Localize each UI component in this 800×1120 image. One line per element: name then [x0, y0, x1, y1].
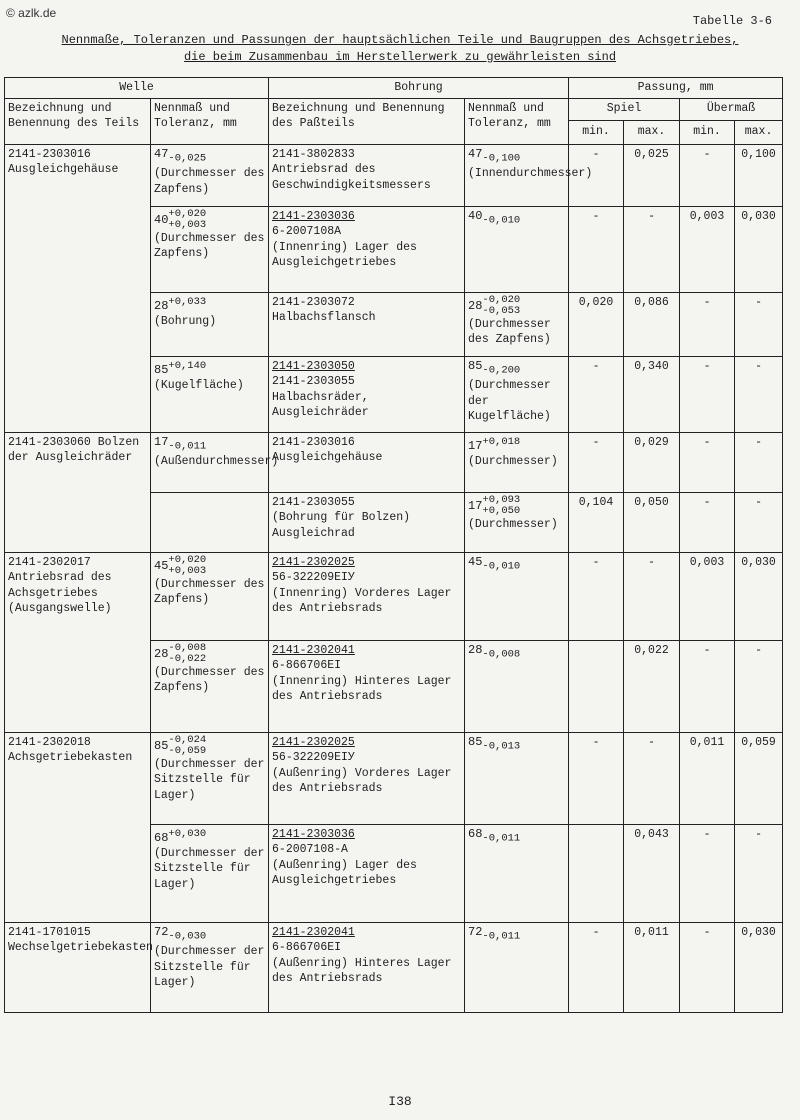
w-tolerance — [154, 147, 265, 167]
w-lower-deviation: -0,059 — [168, 744, 207, 757]
header-welle: Welle — [5, 78, 269, 99]
mating-part-description: Halbachsräder, Ausgleichräder — [272, 390, 369, 419]
w-tolerance — [154, 555, 265, 577]
mating-part-description: (Außenring) Lager des Ausgleichgetriebes — [272, 858, 417, 887]
table-row — [5, 432, 783, 492]
fit-u-max: - — [735, 356, 783, 432]
mating-part-cell — [269, 356, 465, 432]
b-nominal: 17 — [468, 498, 483, 513]
mating-part-description: (Außenring) Hinteres Lager des Antriebsrads — [272, 956, 452, 985]
w-tolerance-cell — [151, 144, 269, 206]
b-nominal: 28 — [468, 298, 483, 313]
fit-u-min: 0,003 — [680, 206, 735, 292]
w-tolerance — [154, 359, 265, 378]
b-tolerance — [468, 147, 565, 167]
fit-u-min: - — [680, 492, 735, 552]
mating-part-cell — [269, 640, 465, 732]
fit-s-max: - — [624, 206, 680, 292]
w-note: (Durchmesser der Sitzstelle für Lager) — [154, 846, 265, 891]
tolerance-table — [4, 77, 783, 1013]
w-tolerance — [154, 435, 265, 455]
fit-s-max: 0,050 — [624, 492, 680, 552]
mating-part-number: 2141-2303072 — [272, 295, 355, 309]
b-upper-deviation: +0,093 — [482, 493, 521, 506]
fit-u-min: - — [680, 922, 735, 1012]
fit-s-min: - — [569, 206, 624, 292]
fit-s-max: 0,340 — [624, 356, 680, 432]
w-upper-deviation: +0,020 — [168, 207, 207, 220]
part-cell — [5, 922, 151, 1012]
w-nominal: 68 — [154, 830, 169, 845]
b-upper-deviation: +0,018 — [482, 435, 521, 448]
b-tolerance — [468, 827, 565, 847]
fit-s-min: - — [569, 144, 624, 206]
b-nominal: 40 — [468, 208, 483, 223]
b-note: (Durchmesser) — [468, 517, 558, 531]
b-lower-deviation: -0,008 — [482, 647, 521, 660]
w-tolerance-cell — [151, 640, 269, 732]
w-lower-deviation: -0,030 — [168, 929, 207, 942]
w-upper-deviation: +0,020 — [168, 553, 207, 566]
header-uebermass-min: min. — [680, 120, 735, 144]
b-tolerance — [468, 359, 565, 379]
b-nominal: 72 — [468, 924, 483, 939]
b-tolerance — [468, 555, 565, 575]
w-note: (Kugelfläche) — [154, 378, 244, 392]
mating-part-number-2: 6-2007108A — [272, 225, 342, 238]
b-nominal: 47 — [468, 146, 483, 161]
w-nominal: 47 — [154, 146, 169, 161]
w-upper-deviation: +0,033 — [168, 295, 207, 308]
w-note: (Außendurchmesser) — [154, 455, 279, 469]
b-nominal: 68 — [468, 826, 483, 841]
w-tolerance-cell — [151, 824, 269, 922]
b-tolerance-cell — [465, 206, 569, 292]
b-deviation-stack — [482, 295, 520, 317]
b-tolerance-cell — [465, 640, 569, 732]
b-note: (Durchmesser des Zapfens) — [468, 317, 551, 346]
w-tolerance — [154, 295, 265, 314]
mating-part-number-2: 2141-2303055 — [272, 375, 355, 388]
b-tolerance — [468, 295, 565, 317]
b-lower-deviation: -0,011 — [482, 929, 521, 942]
b-tolerance — [468, 495, 565, 517]
fit-s-min: 0,020 — [569, 292, 624, 356]
mating-part-number: 2141-2303036 — [272, 209, 355, 223]
header-nenn-welle: Nennmaß und Toleranz, mm — [151, 98, 269, 144]
b-tolerance-cell — [465, 824, 569, 922]
mating-part-cell — [269, 824, 465, 922]
b-nominal: 28 — [468, 642, 483, 657]
header-uebermass-max: max. — [735, 120, 783, 144]
table-row — [5, 552, 783, 640]
header-spiel-max: max. — [624, 120, 680, 144]
mating-part-number-2: 6-866706EI — [272, 659, 342, 672]
fit-u-min: - — [680, 356, 735, 432]
part-cell — [5, 144, 151, 432]
mating-part-description: (Außenring) Vorderes Lager des Antriebsrads — [272, 766, 452, 795]
part-designation: 2141-1701015 Wechselgetriebekasten — [8, 925, 153, 954]
fit-s-min: - — [569, 922, 624, 1012]
fit-u-min: - — [680, 432, 735, 492]
fit-s-min — [569, 640, 624, 732]
fit-s-max: 0,086 — [624, 292, 680, 356]
b-tolerance — [468, 435, 565, 454]
header-spiel-min: min. — [569, 120, 624, 144]
mating-part-number-2: 56-322209EIУ — [272, 751, 355, 764]
fit-u-min: - — [680, 292, 735, 356]
header-uebermass: Übermaß — [680, 98, 783, 120]
b-nominal: 17 — [468, 438, 483, 453]
mating-part-number: 2141-2302041 — [272, 925, 355, 939]
mating-part-number: 2141-2302025 — [272, 555, 355, 569]
b-tolerance-cell — [465, 732, 569, 824]
mating-part-description: Antriebsrad des Geschwindigkeitsmessers — [272, 163, 431, 192]
mating-part-cell — [269, 552, 465, 640]
table-row — [5, 144, 783, 206]
b-note: (Durchmesser) — [468, 454, 558, 468]
header-row-2 — [5, 98, 783, 120]
fit-u-max: 0,030 — [735, 922, 783, 1012]
b-lower-deviation: -0,011 — [482, 831, 521, 844]
w-lower-deviation: +0,003 — [168, 564, 207, 577]
part-cell — [5, 552, 151, 732]
w-nominal: 17 — [154, 434, 169, 449]
b-tolerance-cell — [465, 292, 569, 356]
b-tolerance-cell — [465, 492, 569, 552]
b-note: (Durchmesser der Kugelfläche) — [468, 379, 551, 424]
mating-part-number: 2141-2302025 — [272, 735, 355, 749]
w-note: (Durchmesser des Zapfens) — [154, 167, 265, 196]
fit-u-max: - — [735, 432, 783, 492]
w-nominal: 45 — [154, 558, 169, 573]
w-tolerance-cell — [151, 206, 269, 292]
w-upper-deviation: -0,008 — [168, 641, 207, 654]
mating-part-number-2: 6-866706EI — [272, 941, 342, 954]
b-deviation-stack — [482, 495, 520, 517]
b-nominal: 45 — [468, 554, 483, 569]
b-lower-deviation: -0,200 — [482, 363, 521, 376]
mating-part-description: (Innenring) Vorderes Lager des Antriebsrads — [272, 586, 452, 615]
header-bez-teil: Bezeichnung und Benennung des Teils — [5, 98, 151, 144]
fit-u-min: 0,003 — [680, 552, 735, 640]
mating-part-cell — [269, 492, 465, 552]
header-spiel: Spiel — [569, 98, 680, 120]
mating-part-cell — [269, 206, 465, 292]
w-nominal: 40 — [154, 212, 169, 227]
w-tolerance-cell — [151, 356, 269, 432]
w-nominal: 28 — [154, 646, 169, 661]
mating-part-description: (Innenring) Hinteres Lager des Antriebsrads — [272, 674, 452, 703]
w-note: (Durchmesser des Zapfens) — [154, 231, 265, 260]
fit-s-max: - — [624, 732, 680, 824]
fit-s-min: 0,104 — [569, 492, 624, 552]
w-tolerance — [154, 925, 265, 945]
b-tolerance-cell — [465, 922, 569, 1012]
mating-part-number: 2141-2303055 — [272, 495, 355, 509]
fit-u-max: 0,100 — [735, 144, 783, 206]
mating-part-cell — [269, 732, 465, 824]
b-tolerance — [468, 209, 565, 229]
b-lower-deviation: -0,010 — [482, 559, 521, 572]
fit-s-max: 0,022 — [624, 640, 680, 732]
fit-u-max: - — [735, 492, 783, 552]
mating-part-description: (Bohrung für Bolzen) Ausgleichrad — [272, 511, 411, 540]
table-row — [5, 922, 783, 1012]
table-number: Tabelle 3-6 — [692, 14, 772, 28]
mating-part-description: Halbachsflansch — [272, 311, 376, 324]
b-lower-deviation: -0,100 — [482, 151, 521, 164]
w-deviation-stack — [168, 209, 206, 231]
w-nominal: 28 — [154, 298, 169, 313]
w-lower-deviation: +0,003 — [168, 218, 207, 231]
w-deviation-stack — [168, 735, 206, 757]
mating-part-number: 2141-2303036 — [272, 827, 355, 841]
fit-u-min: 0,011 — [680, 732, 735, 824]
part-designation: 2141-2303016 Ausgleichgehäuse — [8, 147, 119, 176]
w-note: (Durchmesser des Zapfens) — [154, 665, 265, 694]
w-note: (Durchmesser des Zapfens) — [154, 577, 265, 606]
b-tolerance-cell — [465, 432, 569, 492]
w-tolerance-cell — [151, 432, 279, 492]
w-tolerance-cell — [151, 922, 269, 1012]
fit-s-min — [569, 824, 624, 922]
mating-part-cell — [269, 292, 465, 356]
fit-s-min: - — [569, 432, 624, 492]
watermark: © azlk.de — [6, 6, 57, 20]
w-upper-deviation: +0,030 — [168, 827, 207, 840]
w-tolerance — [154, 209, 265, 231]
mating-part-cell — [269, 144, 465, 206]
fit-u-max: 0,030 — [735, 552, 783, 640]
b-nominal: 85 — [468, 358, 483, 373]
fit-s-max: 0,043 — [624, 824, 680, 922]
b-tolerance — [468, 735, 565, 755]
fit-s-max: 0,029 — [624, 432, 680, 492]
b-tolerance-cell — [465, 552, 569, 640]
mating-part-number: 2141-2303016 — [272, 435, 355, 449]
w-tolerance-cell — [151, 732, 269, 824]
mating-part-number: 2141-2303050 — [272, 359, 355, 373]
w-nominal: 85 — [154, 362, 169, 377]
b-tolerance — [468, 643, 565, 663]
fit-s-min: - — [569, 552, 624, 640]
b-note: (Innendurchmesser) — [468, 167, 593, 181]
w-note: (Durchmesser der Sitzstelle für Lager) — [154, 945, 265, 990]
fit-s-min: - — [569, 732, 624, 824]
w-note: (Durchmesser der Sitzstelle für Lager) — [154, 757, 265, 802]
fit-u-max: 0,059 — [735, 732, 783, 824]
fit-u-max: - — [735, 824, 783, 922]
w-note: (Bohrung) — [154, 314, 217, 328]
header-passung: Passung, mm — [569, 78, 783, 99]
w-nominal: 85 — [154, 738, 169, 753]
mating-part-cell — [269, 922, 465, 1012]
fit-u-max: - — [735, 640, 783, 732]
w-nominal: 72 — [154, 924, 169, 939]
page-number: I38 — [388, 1094, 412, 1109]
fit-u-max: - — [735, 292, 783, 356]
part-cell — [5, 432, 151, 552]
w-lower-deviation: -0,025 — [168, 151, 207, 164]
b-lower-deviation: -0,010 — [482, 213, 521, 226]
fit-s-max: - — [624, 552, 680, 640]
header-bohrung: Bohrung — [269, 78, 569, 99]
table-title — [30, 32, 770, 66]
w-tolerance-cell — [151, 292, 269, 356]
part-designation: 2141-2303060 Bolzen der Ausgleichräder — [8, 435, 140, 464]
w-tolerance — [154, 827, 265, 846]
fit-s-min: - — [569, 356, 624, 432]
w-tolerance — [154, 735, 265, 757]
fit-u-min: - — [680, 824, 735, 922]
title-line-1: Nennmaße, Toleranzen und Passungen der hauptsächlichen Teile und Baugruppen des Achsgetriebes, — [61, 33, 739, 47]
w-upper-deviation: +0,140 — [168, 359, 207, 372]
mating-part-number: 2141-3802833 — [272, 147, 355, 161]
table-row — [5, 732, 783, 824]
w-deviation-stack — [168, 555, 206, 577]
w-lower-deviation: -0,022 — [168, 652, 207, 665]
w-tolerance — [154, 643, 265, 665]
w-deviation-stack — [168, 643, 206, 665]
b-lower-deviation: +0,050 — [482, 504, 521, 517]
header-bez-passteil: Bezeichnung und Benennung des Paßteils — [269, 98, 465, 144]
part-designation: 2141-2302017 Antriebsrad des Achsgetriebes (Ausgangswelle) — [8, 555, 112, 615]
w-lower-deviation: -0,011 — [168, 439, 207, 452]
fit-u-min: - — [680, 144, 735, 206]
w-upper-deviation: -0,024 — [168, 733, 207, 746]
b-tolerance-cell — [465, 356, 569, 432]
fit-s-max: 0,011 — [624, 922, 680, 1012]
mating-part-cell — [269, 432, 465, 492]
mating-part-number-2: 56-322209EIУ — [272, 571, 355, 584]
w-tolerance-cell — [151, 492, 269, 552]
header-nenn-bohrung: Nennmaß und Toleranz, mm — [465, 98, 569, 144]
b-lower-deviation: -0,053 — [482, 304, 521, 317]
fit-u-max: 0,030 — [735, 206, 783, 292]
mating-part-number-2: 6-2007108-A — [272, 843, 348, 856]
b-tolerance-cell — [465, 144, 593, 206]
fit-u-min: - — [680, 640, 735, 732]
b-lower-deviation: -0,013 — [482, 739, 521, 752]
part-designation: 2141-2302018 Achsgetriebekasten — [8, 735, 133, 764]
b-tolerance — [468, 925, 565, 945]
b-upper-deviation: -0,020 — [482, 293, 521, 306]
mating-part-description: (Innenring) Lager des Ausgleichgetriebes — [272, 240, 417, 269]
w-tolerance-cell — [151, 552, 269, 640]
fit-s-max: 0,025 — [624, 144, 680, 206]
b-nominal: 85 — [468, 734, 483, 749]
mating-part-number: 2141-2302041 — [272, 643, 355, 657]
header-row-1 — [5, 78, 783, 99]
mating-part-description: Ausgleichgehäuse — [272, 451, 383, 464]
part-cell — [5, 732, 151, 922]
title-line-2: die beim Zusammenbau im Herstellerwerk zu gewährleisten sind — [183, 50, 617, 64]
